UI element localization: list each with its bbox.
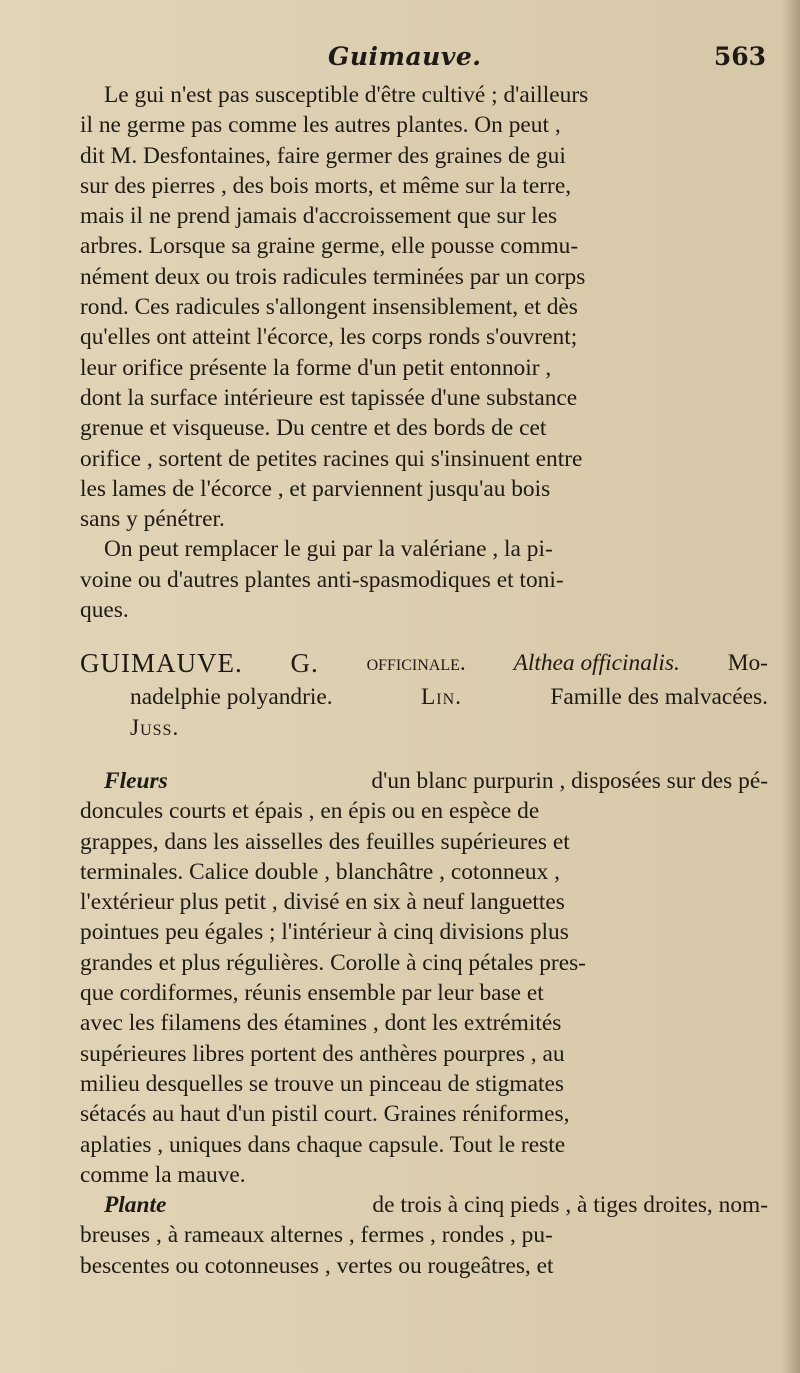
plant-label: Plante — [104, 1192, 167, 1219]
entry-genus: G. — [290, 648, 319, 679]
text-line: milieu desquelles se trouve un pinceau de stigmates — [80, 1070, 564, 1097]
text-line: voine ou d'autres plantes anti-spasmodiques et toni- — [80, 566, 564, 593]
text-line: grandes et plus régulières. Corolle à cinq pétales pres- — [80, 949, 586, 976]
spacer — [80, 625, 768, 648]
text-line: grenue et visqueuse. Du centre et des bords de cet — [80, 415, 547, 442]
paragraph-flowers — [80, 766, 768, 1190]
text-line: On peut remplacer le gui par la valériane , la pi- — [104, 536, 553, 563]
text-line: grappes, dans les aisselles des feuilles supérieures et — [80, 828, 570, 855]
entry-class: nadelphie polyandrie. — [130, 684, 333, 711]
text-line: orifice , sortent de petites racines qui s'insinuent entre — [80, 445, 583, 472]
text-line: comme la mauve. — [80, 1161, 246, 1188]
paragraph-plant — [80, 1190, 768, 1281]
text-line: dit M. Desfontaines, faire germer des graines de gui — [80, 142, 566, 169]
paragraph-mistletoe-germination — [80, 80, 768, 534]
entry-latin-name: Althea officinalis. — [513, 650, 680, 677]
entry-family: Famille des malvacées. — [550, 684, 768, 711]
text-line: Le gui n'est pas susceptible d'être cultivé ; d'ailleurs — [104, 82, 589, 108]
entry-line-end: Mo- — [727, 650, 768, 677]
paragraph-substitutes — [80, 534, 768, 625]
text-line: leur orifice présente la forme d'un petit entonnoir , — [80, 354, 552, 381]
text-line: l'extérieur plus petit , divisé en six à neuf languettes — [80, 889, 565, 916]
text-line: Fleurs d'un blanc purpurin , disposées sur des pé- — [80, 766, 768, 796]
text-line: il ne germe pas comme les autres plantes. On peut , — [80, 112, 561, 139]
text-line: bescentes ou cotonneuses , vertes ou rougeâtres, et — [80, 1252, 554, 1279]
text-line: mais il ne prend jamais d'accroissement que sur les — [80, 203, 558, 230]
entry-heading-guimauve — [80, 648, 768, 743]
text-line: nément deux ou trois radicules terminées par un corps — [80, 263, 586, 290]
text-line: sans y pénétrer. — [80, 506, 225, 533]
running-title: Guimauve. — [328, 42, 482, 71]
text-line: dont la surface intérieure est tapissée d'une substance — [80, 384, 578, 411]
entry-linnaeus: Lin. — [421, 684, 463, 711]
text-line: rond. Ces radicules s'allongent insensiblement, et dès — [80, 294, 578, 321]
page-edge-shadow — [782, 0, 800, 1373]
text-line: aplaties , uniques dans chaque capsule. Tout le reste — [80, 1131, 566, 1158]
entry-name: GUIMAUVE. — [80, 648, 243, 679]
text-line: pointues peu égales ; l'intérieur à cinq divisions plus — [80, 919, 569, 946]
entry-jussieu: Juss. — [130, 714, 180, 741]
flowers-label: Fleurs — [104, 767, 168, 794]
page-number: 563 — [713, 42, 766, 71]
text-line: ques. — [80, 597, 129, 624]
entry-heading-line — [80, 648, 768, 682]
text-line: avec les filamens des étamines , dont les extrémités — [80, 1010, 562, 1037]
text-line: arbres. Lorsque sa graine germe, elle pousse commu- — [80, 233, 579, 260]
entry-species-label: officinale. — [366, 650, 466, 677]
text-line: doncules courts et épais , en épis ou en espèce de — [80, 798, 540, 825]
text-line: breuses , à rameaux alternes , fermes , rondes , pu- — [80, 1222, 553, 1249]
text-line: terminales. Calice double , blanchâtre , cotonneux , — [80, 858, 560, 885]
text-line: que cordiformes, réunis ensemble par leur base et — [80, 980, 544, 1007]
text-line: supérieures libres portent des anthères pourpres , au — [80, 1040, 565, 1067]
text-line: sétacés au haut d'un pistil court. Graines réniformes, — [80, 1101, 570, 1128]
entry-heading-line — [80, 682, 768, 712]
spacer — [80, 743, 768, 766]
body-text — [80, 80, 768, 1281]
text-line: sur des pierres , des bois morts, et même sur la terre, — [80, 172, 572, 199]
entry-heading-line — [80, 713, 768, 743]
text-line: qu'elles ont atteint l'écorce, les corps ronds s'ouvrent; — [80, 324, 578, 351]
text-line: Plante de trois à cinq pieds , à tiges droites, nom- — [80, 1190, 768, 1220]
text-line: les lames de l'écorce , et parviennent jusqu'au bois — [80, 475, 551, 502]
page-header — [0, 42, 800, 78]
